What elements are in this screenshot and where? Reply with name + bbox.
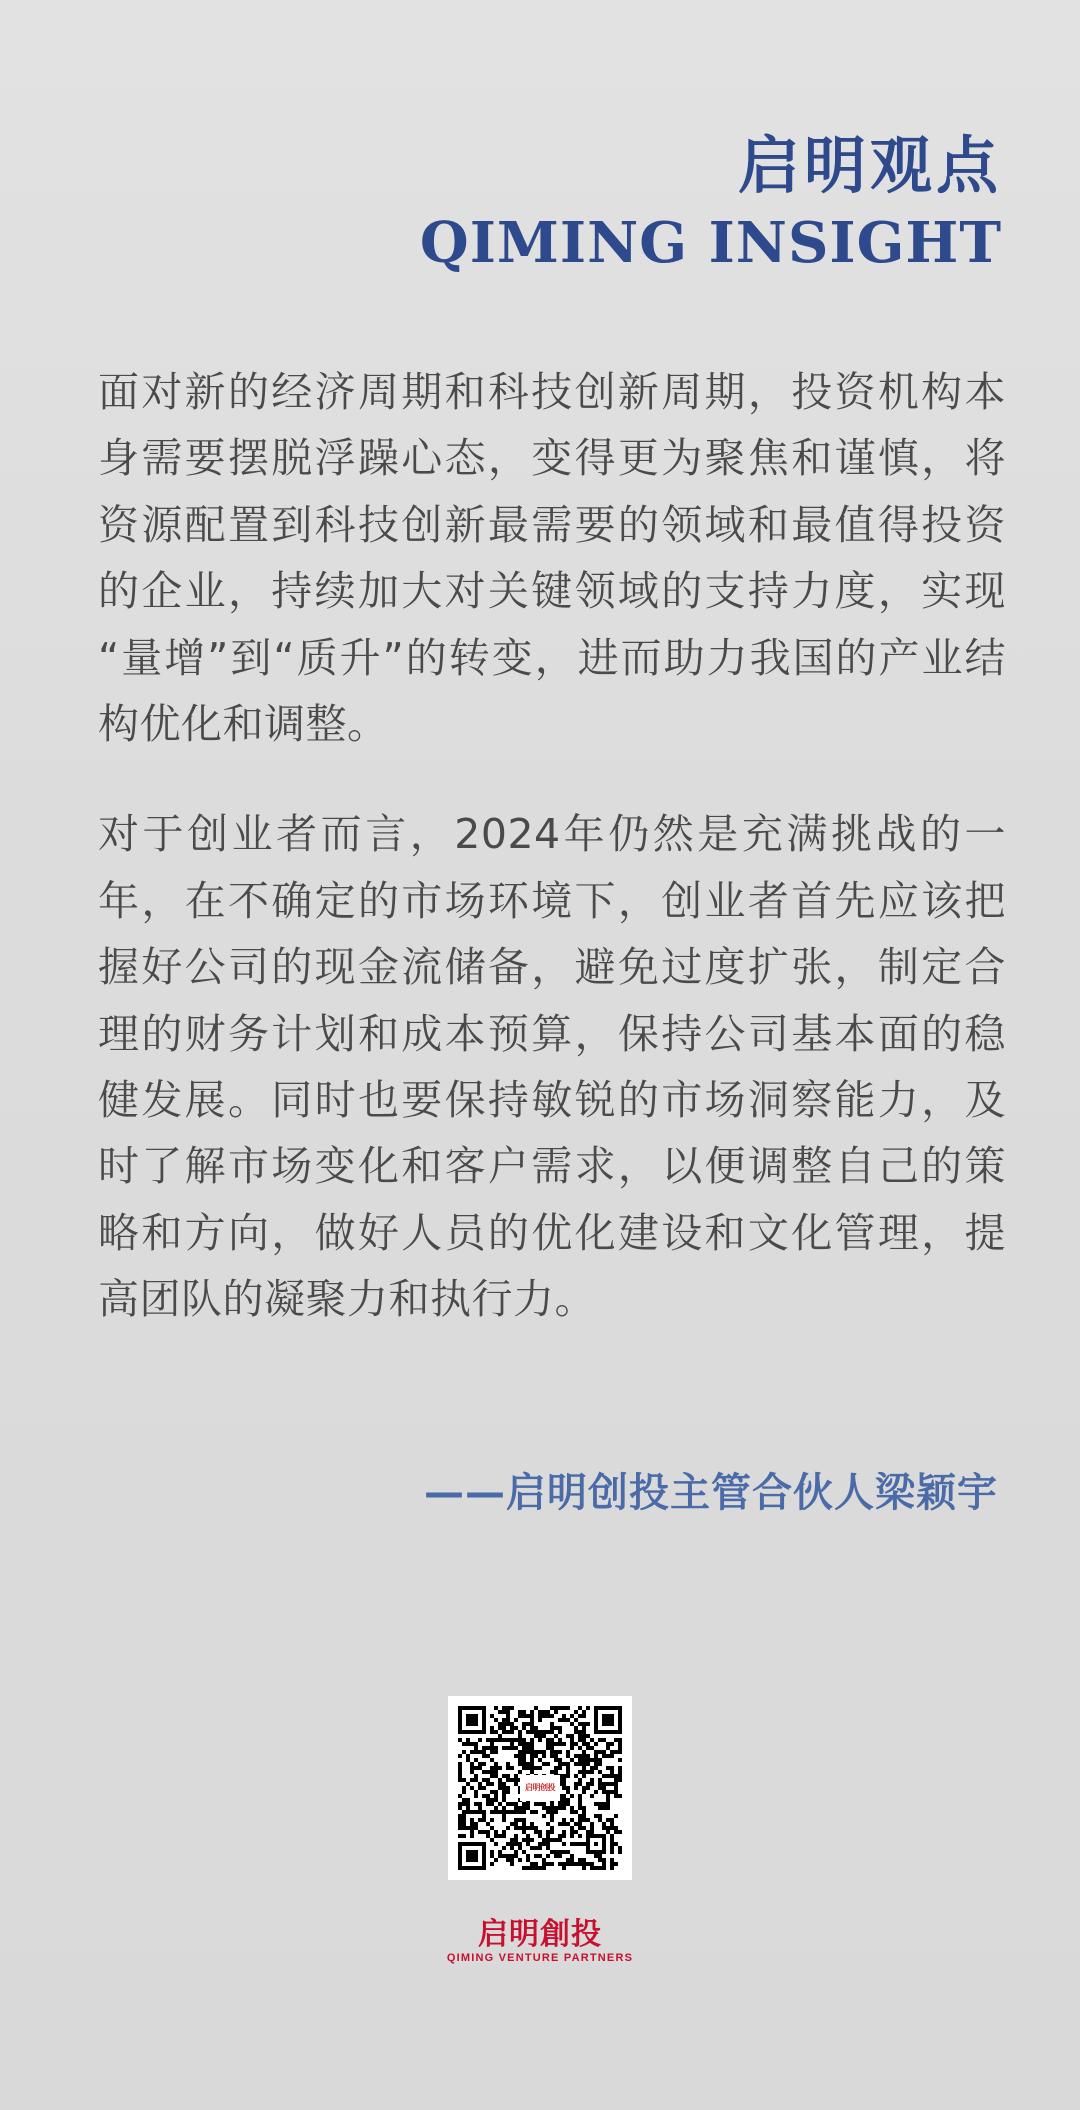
page-title-en: QIMING INSIGHT — [419, 210, 1002, 277]
body-copy — [98, 359, 1006, 1333]
paragraph-2: 对于创业者而言，2024年仍然是充满挑战的一年，在不确定的市场环境下，创业者首先应该把握好公司的现金流储备，避免过度扩张，制定合理的财务计划和成本预算，保持公司基本面的稳健发展。同时也要保持敏锐的市场洞察能力，及时了解市场变化和客户需求，以便调整自己的策略和方向，做好人员的优化建设和文化管理，提高团队的凝聚力和执行力。 — [98, 810, 1006, 1324]
page-title-cn: 启明观点 — [737, 129, 1002, 202]
paragraph-1: 面对新的经济周期和科技创新周期，投资机构本身需要摆脱浮躁心态，变得更为聚焦和谨慎，将资源配置到科技创新最需要的领域和最值得投资的企业，持续加大对关键领域的支持力度，实现“量增”到“质升”的转变，进而助力我国的产业结构优化和调整。 — [98, 367, 1006, 749]
poster-header — [0, 0, 1080, 277]
brand-logo-en: QIMING VENTURE PARTNERS — [446, 1951, 634, 1964]
brand-logo-cn: 启明創投 — [478, 1916, 602, 1952]
qr-code-container — [0, 1696, 1080, 1880]
qr-code[interactable] — [448, 1696, 632, 1880]
attribution-line: ——启明创投主管合伙人梁颖宇 — [424, 1469, 998, 1516]
brand-logo — [0, 1916, 1080, 1964]
qr-center-logo: 启明创投 — [520, 1775, 560, 1801]
